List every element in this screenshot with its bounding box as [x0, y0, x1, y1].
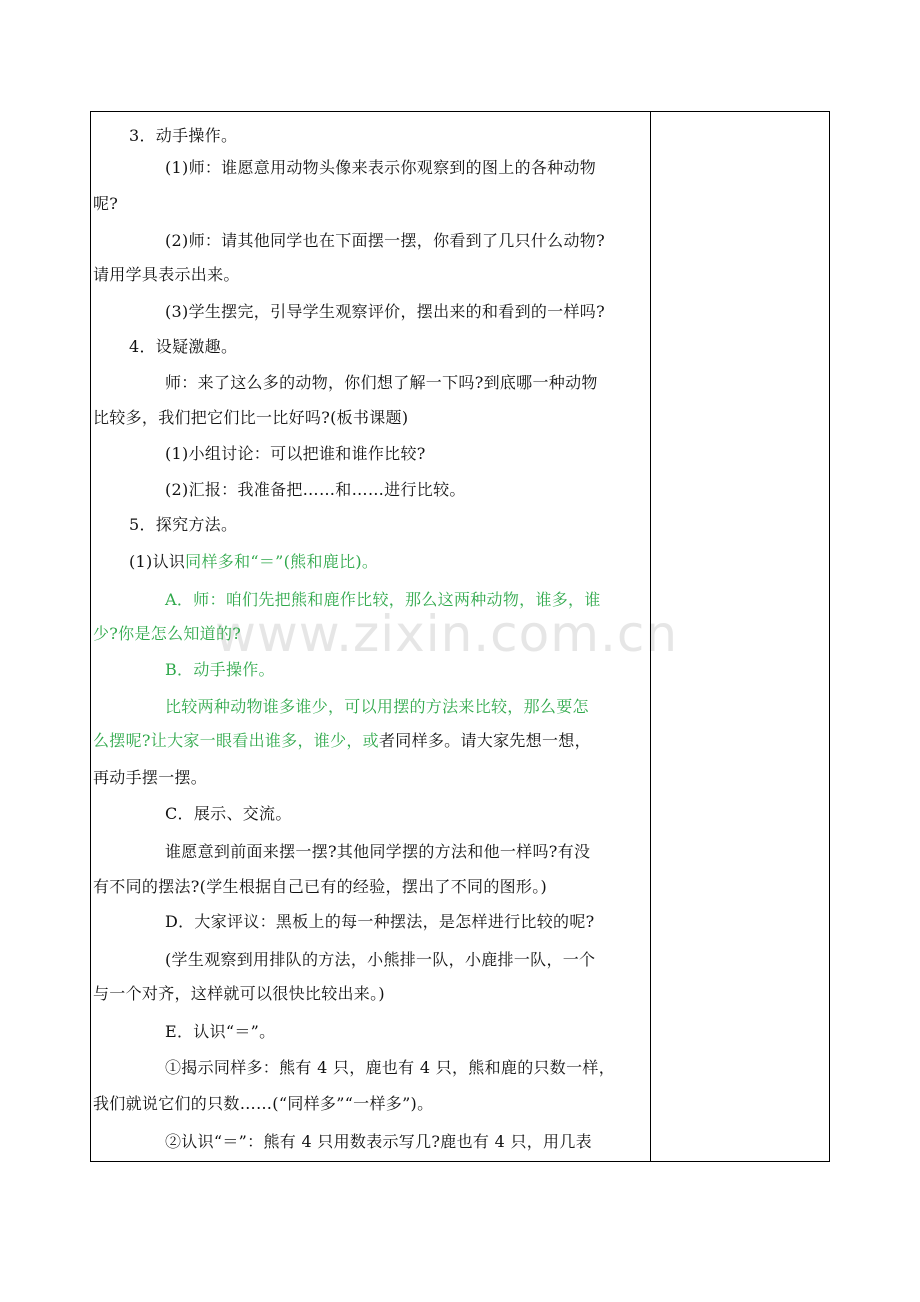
text-line	[165, 1132, 592, 1152]
text-line	[165, 804, 292, 824]
text-line-main: 么摆呢?让大家一眼看出谁多，谁少，或	[93, 731, 379, 750]
text-line-main: 4．设疑激趣。	[129, 337, 238, 356]
text-line-main: (1)认识	[129, 552, 186, 571]
text-line-main: E．认识“＝”。	[165, 1022, 276, 1041]
text-line	[93, 1094, 433, 1114]
text-line	[165, 302, 605, 322]
text-line-main: 与一个对齐，这样就可以很快比较出来。)	[93, 984, 385, 1003]
text-line-main: 呢?	[93, 194, 119, 213]
text-line-main: C．展示、交流。	[165, 804, 292, 823]
text-line	[165, 912, 595, 932]
text-line	[93, 768, 207, 788]
text-line	[165, 231, 605, 251]
text-line-main: (2)师：请其他同学也在下面摆一摆，你看到了几只什么动物?	[165, 231, 605, 250]
text-line-main: (1)师：谁愿意用动物头像来表示你观察到的图上的各种动物	[165, 158, 597, 177]
column-divider	[650, 112, 651, 1161]
text-line-highlight: 同样多和“＝”(熊和鹿比)。	[185, 552, 379, 571]
text-line-main: ②认识“＝”：熊有 4 只用数表示写几?鹿也有 4 只，用几表	[165, 1132, 592, 1151]
text-line-main: 再动手摆一摆。	[93, 768, 208, 787]
text-line-main: (1)小组讨论：可以把谁和谁作比较?	[165, 444, 426, 463]
text-line	[93, 877, 547, 897]
text-line	[165, 697, 589, 717]
text-line-main: ①揭示同样多：熊有 4 只，鹿也有 4 只，熊和鹿的只数一样，	[165, 1058, 616, 1077]
text-line-main: 有不同的摆法?(学生根据自己已有的经验，摆出了不同的图形。)	[93, 877, 548, 896]
text-line	[165, 842, 590, 862]
text-line-main: 少?你是怎么知道的?	[93, 624, 242, 643]
text-line	[165, 590, 601, 610]
text-line	[93, 984, 385, 1004]
text-line	[165, 1058, 615, 1078]
text-line	[165, 444, 426, 464]
text-line-main: 比较多，我们把它们比一比好吗?(板书课题)	[93, 408, 409, 427]
text-line	[165, 373, 598, 393]
text-line-main: 比较两种动物谁多谁少，可以用摆的方法来比较，那么要怎	[165, 697, 589, 716]
text-line-main: 我们就说它们的只数……(“同样多”“一样多”)。	[93, 1094, 434, 1113]
text-line	[129, 515, 237, 535]
text-line-main: (2)汇报：我准备把……和……进行比较。	[165, 480, 466, 499]
text-line-main: 师：来了这么多的动物，你们想了解一下吗?到底哪一种动物	[165, 373, 598, 392]
text-line-main: 谁愿意到前面来摆一摆?其他同学摆的方法和他一样吗?有没	[165, 842, 591, 861]
text-line	[165, 1022, 275, 1042]
watermark: www.zixin.com.cn	[215, 605, 679, 663]
text-line	[93, 408, 408, 428]
text-line-tail: 者同样多。请大家先想一想，	[378, 731, 591, 750]
text-line	[93, 265, 240, 285]
text-line-main: D．大家评议：黑板上的每一种摆法，是怎样进行比较的呢?	[165, 912, 595, 931]
lesson-table	[90, 111, 830, 1162]
text-line	[129, 337, 237, 357]
text-line-main: 3．动手操作。	[129, 126, 238, 145]
text-line-main: B．动手操作。	[165, 660, 275, 679]
text-line-main: A．师：咱们先把熊和鹿作比较，那么这两种动物，谁多，谁	[165, 590, 601, 609]
text-line	[93, 194, 118, 214]
text-line-main: 请用学具表示出来。	[93, 265, 240, 284]
text-line	[129, 126, 237, 146]
text-line	[93, 731, 591, 751]
text-line	[129, 552, 378, 572]
notes-cell	[652, 112, 829, 1161]
lesson-content-cell	[91, 112, 650, 1161]
text-line	[165, 950, 595, 970]
text-line	[165, 480, 466, 500]
text-line	[165, 158, 596, 178]
text-line-main: (3)学生摆完，引导学生观察评价，摆出来的和看到的一样吗?	[165, 302, 605, 321]
text-line	[93, 624, 241, 644]
text-line-main: 5．探究方法。	[129, 515, 238, 534]
text-line-main: (学生观察到用排队的方法，小熊排一队，小鹿排一队，一个	[165, 950, 596, 969]
text-line	[165, 660, 275, 680]
